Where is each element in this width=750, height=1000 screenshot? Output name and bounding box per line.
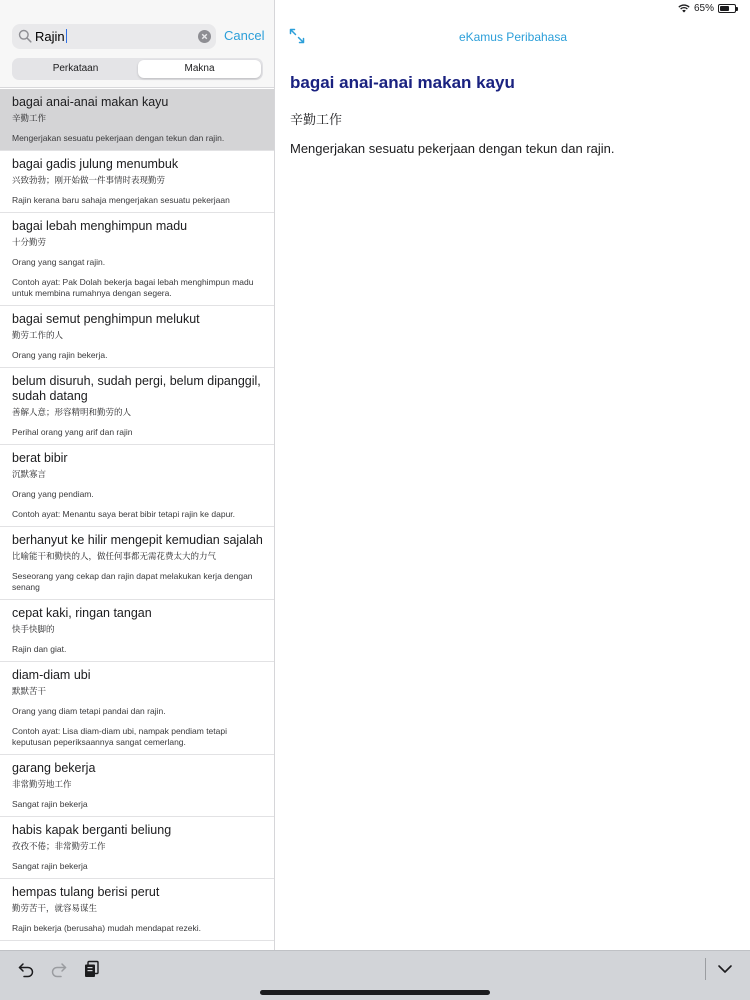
toolbar-divider [705, 958, 706, 980]
detail-header [276, 18, 750, 56]
item-meaning: Rajin kerana baru sahaja mengerjakan sesuatu pekerjaan [12, 195, 230, 205]
list-item[interactable] [0, 817, 275, 879]
item-title: belum disuruh, sudah pergi, belum dipanggil, sudah datang [12, 374, 261, 403]
item-translation: 快手快脚的 [12, 624, 55, 634]
item-example: Contoh ayat: Lisa diam-diam ubi, nampak pendiam tetapi keputusan peperiksaannya sangat cemerlang. [12, 726, 227, 747]
item-title: berhanyut ke hilir mengepit kemudian sajalah [12, 533, 263, 547]
list-item[interactable] [0, 755, 275, 817]
item-translation: 沉默寡言 [12, 469, 47, 479]
list-item[interactable] [0, 879, 275, 941]
item-meaning: Rajin bekerja (berusaha) mudah mendapat rezeki. [12, 923, 201, 933]
battery-percent: 65% [693, 3, 714, 14]
text-caret [66, 29, 67, 43]
item-translation: 十分勤劳 [12, 237, 47, 247]
keyboard-toolbar [0, 950, 750, 1000]
item-example: Contoh ayat: Pak Dolah bekerja bagai lebah menghimpun madu untuk membina rumahnya dengan segera. [12, 277, 254, 298]
chevron-down-icon[interactable] [716, 960, 734, 978]
clear-icon[interactable] [198, 30, 211, 43]
list-item[interactable] [0, 89, 275, 151]
list-item[interactable] [0, 306, 275, 368]
undo-icon[interactable] [17, 960, 35, 978]
item-translation: 默默苦干 [12, 686, 47, 696]
item-translation: 善解人意；形容精明和勤劳的人 [12, 407, 132, 417]
list-item[interactable] [0, 151, 275, 213]
search-input[interactable] [35, 29, 67, 44]
item-title: diam-diam ubi [12, 668, 91, 682]
item-title: bagai anai-anai makan kayu [12, 95, 169, 109]
item-title: garang bekerja [12, 761, 96, 775]
search-value: Rajin [35, 29, 65, 44]
item-meaning: Seseorang yang cekap dan rajin dapat melakukan kerja dengan senang [12, 571, 253, 592]
item-meaning: Orang yang diam tetapi pandai dan rajin. [12, 706, 166, 716]
item-meaning: Orang yang sangat rajin. [12, 257, 106, 267]
item-meaning: Mengerjakan sesuatu pekerjaan dengan tekun dan rajin. [12, 133, 225, 143]
home-indicator [260, 990, 490, 995]
item-meaning: Sangat rajin bekerja [12, 799, 88, 809]
item-translation: 孜孜不倦；非常勤劳工作 [12, 841, 106, 851]
item-meaning: Sangat rajin bekerja [12, 861, 88, 871]
item-title: habis kapak berganti beliung [12, 823, 172, 837]
item-translation: 非常勤劳地工作 [12, 779, 72, 789]
detail-meaning: Mengerjakan sesuatu pekerjaan dengan tekun dan rajin. [290, 141, 615, 156]
list-item[interactable] [0, 527, 275, 600]
results-pane [0, 0, 275, 950]
cancel-button[interactable]: Cancel [224, 28, 265, 43]
item-title: bagai gadis julung menumbuk [12, 157, 179, 171]
item-translation: 比喻能干和勤快的人，做任何事都无需花费太大的力气 [12, 551, 217, 561]
item-meaning: Rajin dan giat. [12, 644, 67, 654]
item-translation: 兴致勃勃；刚开始做一件事情时表现勤劳 [12, 175, 166, 185]
list-item[interactable] [0, 368, 275, 445]
item-title: hempas tulang berisi perut [12, 885, 160, 899]
list-item[interactable] [0, 600, 275, 662]
detail-translation: 辛勤工作 [290, 112, 343, 127]
list-item[interactable] [0, 213, 275, 306]
segment-perkataan[interactable]: Perkataan [52, 63, 99, 74]
detail-title: bagai anai-anai makan kayu [290, 73, 515, 92]
item-meaning: Orang yang pendiam. [12, 489, 94, 499]
status-indicators [678, 3, 736, 14]
wifi-icon [678, 4, 690, 13]
item-title: berat bibir [12, 451, 68, 465]
item-translation: 辛勤工作 [12, 113, 47, 123]
battery-level [720, 6, 729, 11]
item-meaning: Orang yang rajin bekerja. [12, 350, 108, 360]
item-meaning: Perihal orang yang arif dan rajin [12, 427, 133, 437]
clipboard-icon[interactable] [83, 960, 101, 978]
list-item[interactable] [0, 662, 275, 755]
search-header [0, 0, 275, 88]
item-title: bagai lebah menghimpun madu [12, 219, 188, 233]
search-field[interactable] [12, 24, 216, 49]
item-title: cepat kaki, ringan tangan [12, 606, 152, 620]
redo-icon[interactable] [50, 960, 68, 978]
search-icon [18, 29, 32, 43]
item-translation: 勤劳工作的人 [12, 330, 64, 340]
segment-makna[interactable]: Makna [138, 60, 261, 78]
item-title: bagai semut penghimpun melukut [12, 312, 200, 326]
item-translation: 勤劳苦干，就容易谋生 [12, 903, 98, 913]
segmented-control [12, 58, 263, 80]
app-title: eKamus Peribahasa [458, 30, 568, 44]
battery-icon [718, 4, 736, 13]
item-example: Contoh ayat: Menantu saya berat bibir tetapi rajin ke dapur. [12, 509, 236, 519]
results-list [0, 89, 275, 941]
list-item[interactable] [0, 445, 275, 527]
